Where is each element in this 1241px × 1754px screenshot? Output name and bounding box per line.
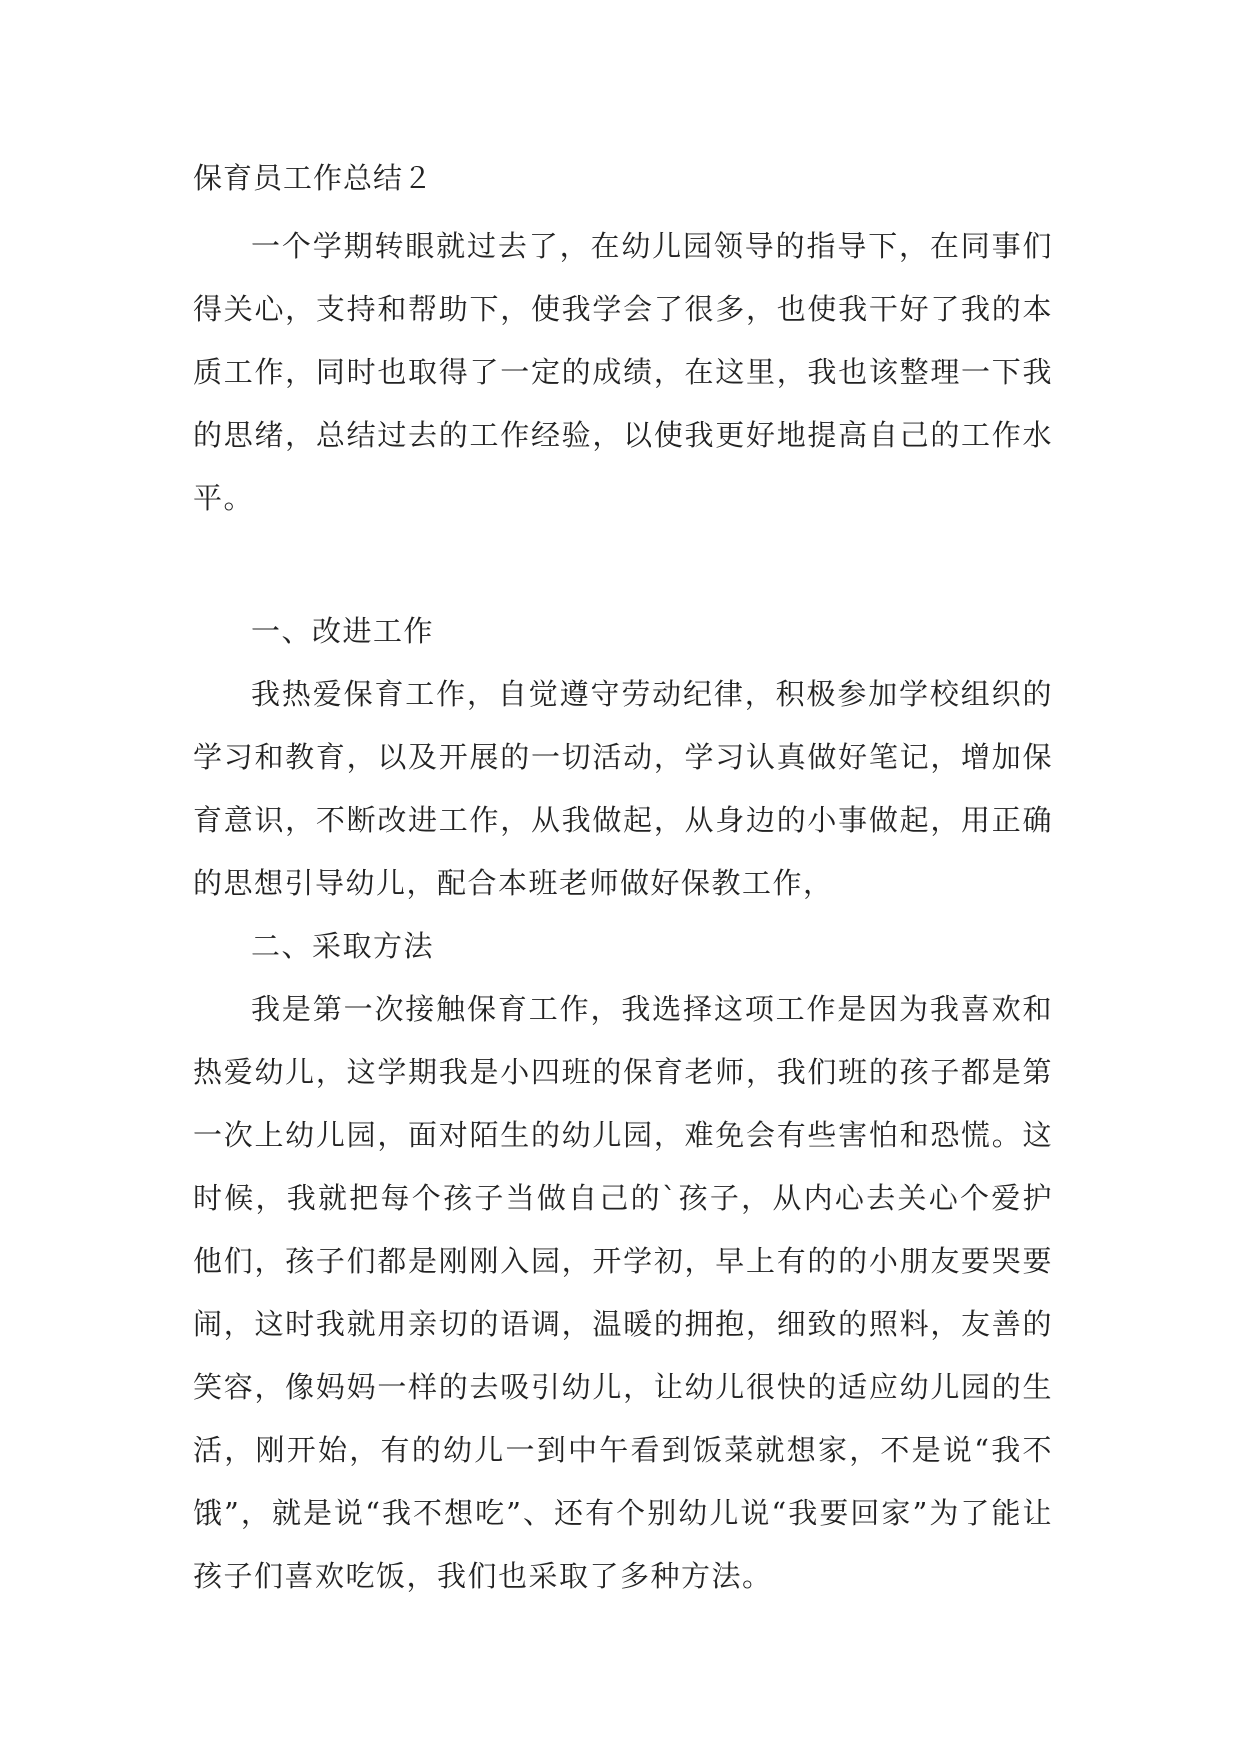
section-heading-improve-work: 一、改进工作 <box>251 614 435 648</box>
section-body-methods: 我是第一次接触保育工作，我选择这项工作是因为我喜欢和热爱幼儿，这学期我是小四班的保育老师，我们班的孩子都是第一次上幼儿园，面对陌生的幼儿园，难免会有些害怕和恐慌。这时候，我就把每个孩子当做自己的`孩子，从内心去关心个爱护他们，孩子们都是刚刚入园，开学初，早上有的的小朋友要哭要闹，这时我就用亲切的语调，温暖的拥抱，细致的照料，友善的笑容，像妈妈一样的去吸引幼儿，让幼儿很快的适应幼儿园的生活，刚开始，有的幼儿一到中午看到饭菜就想家，不是说“我不饿”，就是说“我不想吃”、还有个别幼儿说“我要回家”为了能让孩子们喜欢吃饭，我们也采取了多种方法。 <box>193 992 1053 1593</box>
document-title: 保育员工作总结２ <box>193 161 434 195</box>
document-content <box>193 158 1053 1608</box>
section-heading-methods: 二、采取方法 <box>251 929 435 963</box>
intro-paragraph: 一个学期转眼就过去了，在幼儿园领导的指导下，在同事们得关心，支持和帮助下，使我学会了很多，也使我干好了我的本质工作，同时也取得了一定的成绩，在这里，我也该整理一下我的思绪，总结过去的工作经验，以使我更好地提高自己的工作水平。 <box>193 229 1053 515</box>
section-body-improve-work: 我热爱保育工作，自觉遵守劳动纪律，积极参加学校组织的学习和教育，以及开展的一切活动，学习认真做好笔记，增加保育意识，不断改进工作，从我做起，从身边的小事做起，用正确的思想引导幼儿，配合本班老师做好保教工作， <box>193 677 1053 900</box>
